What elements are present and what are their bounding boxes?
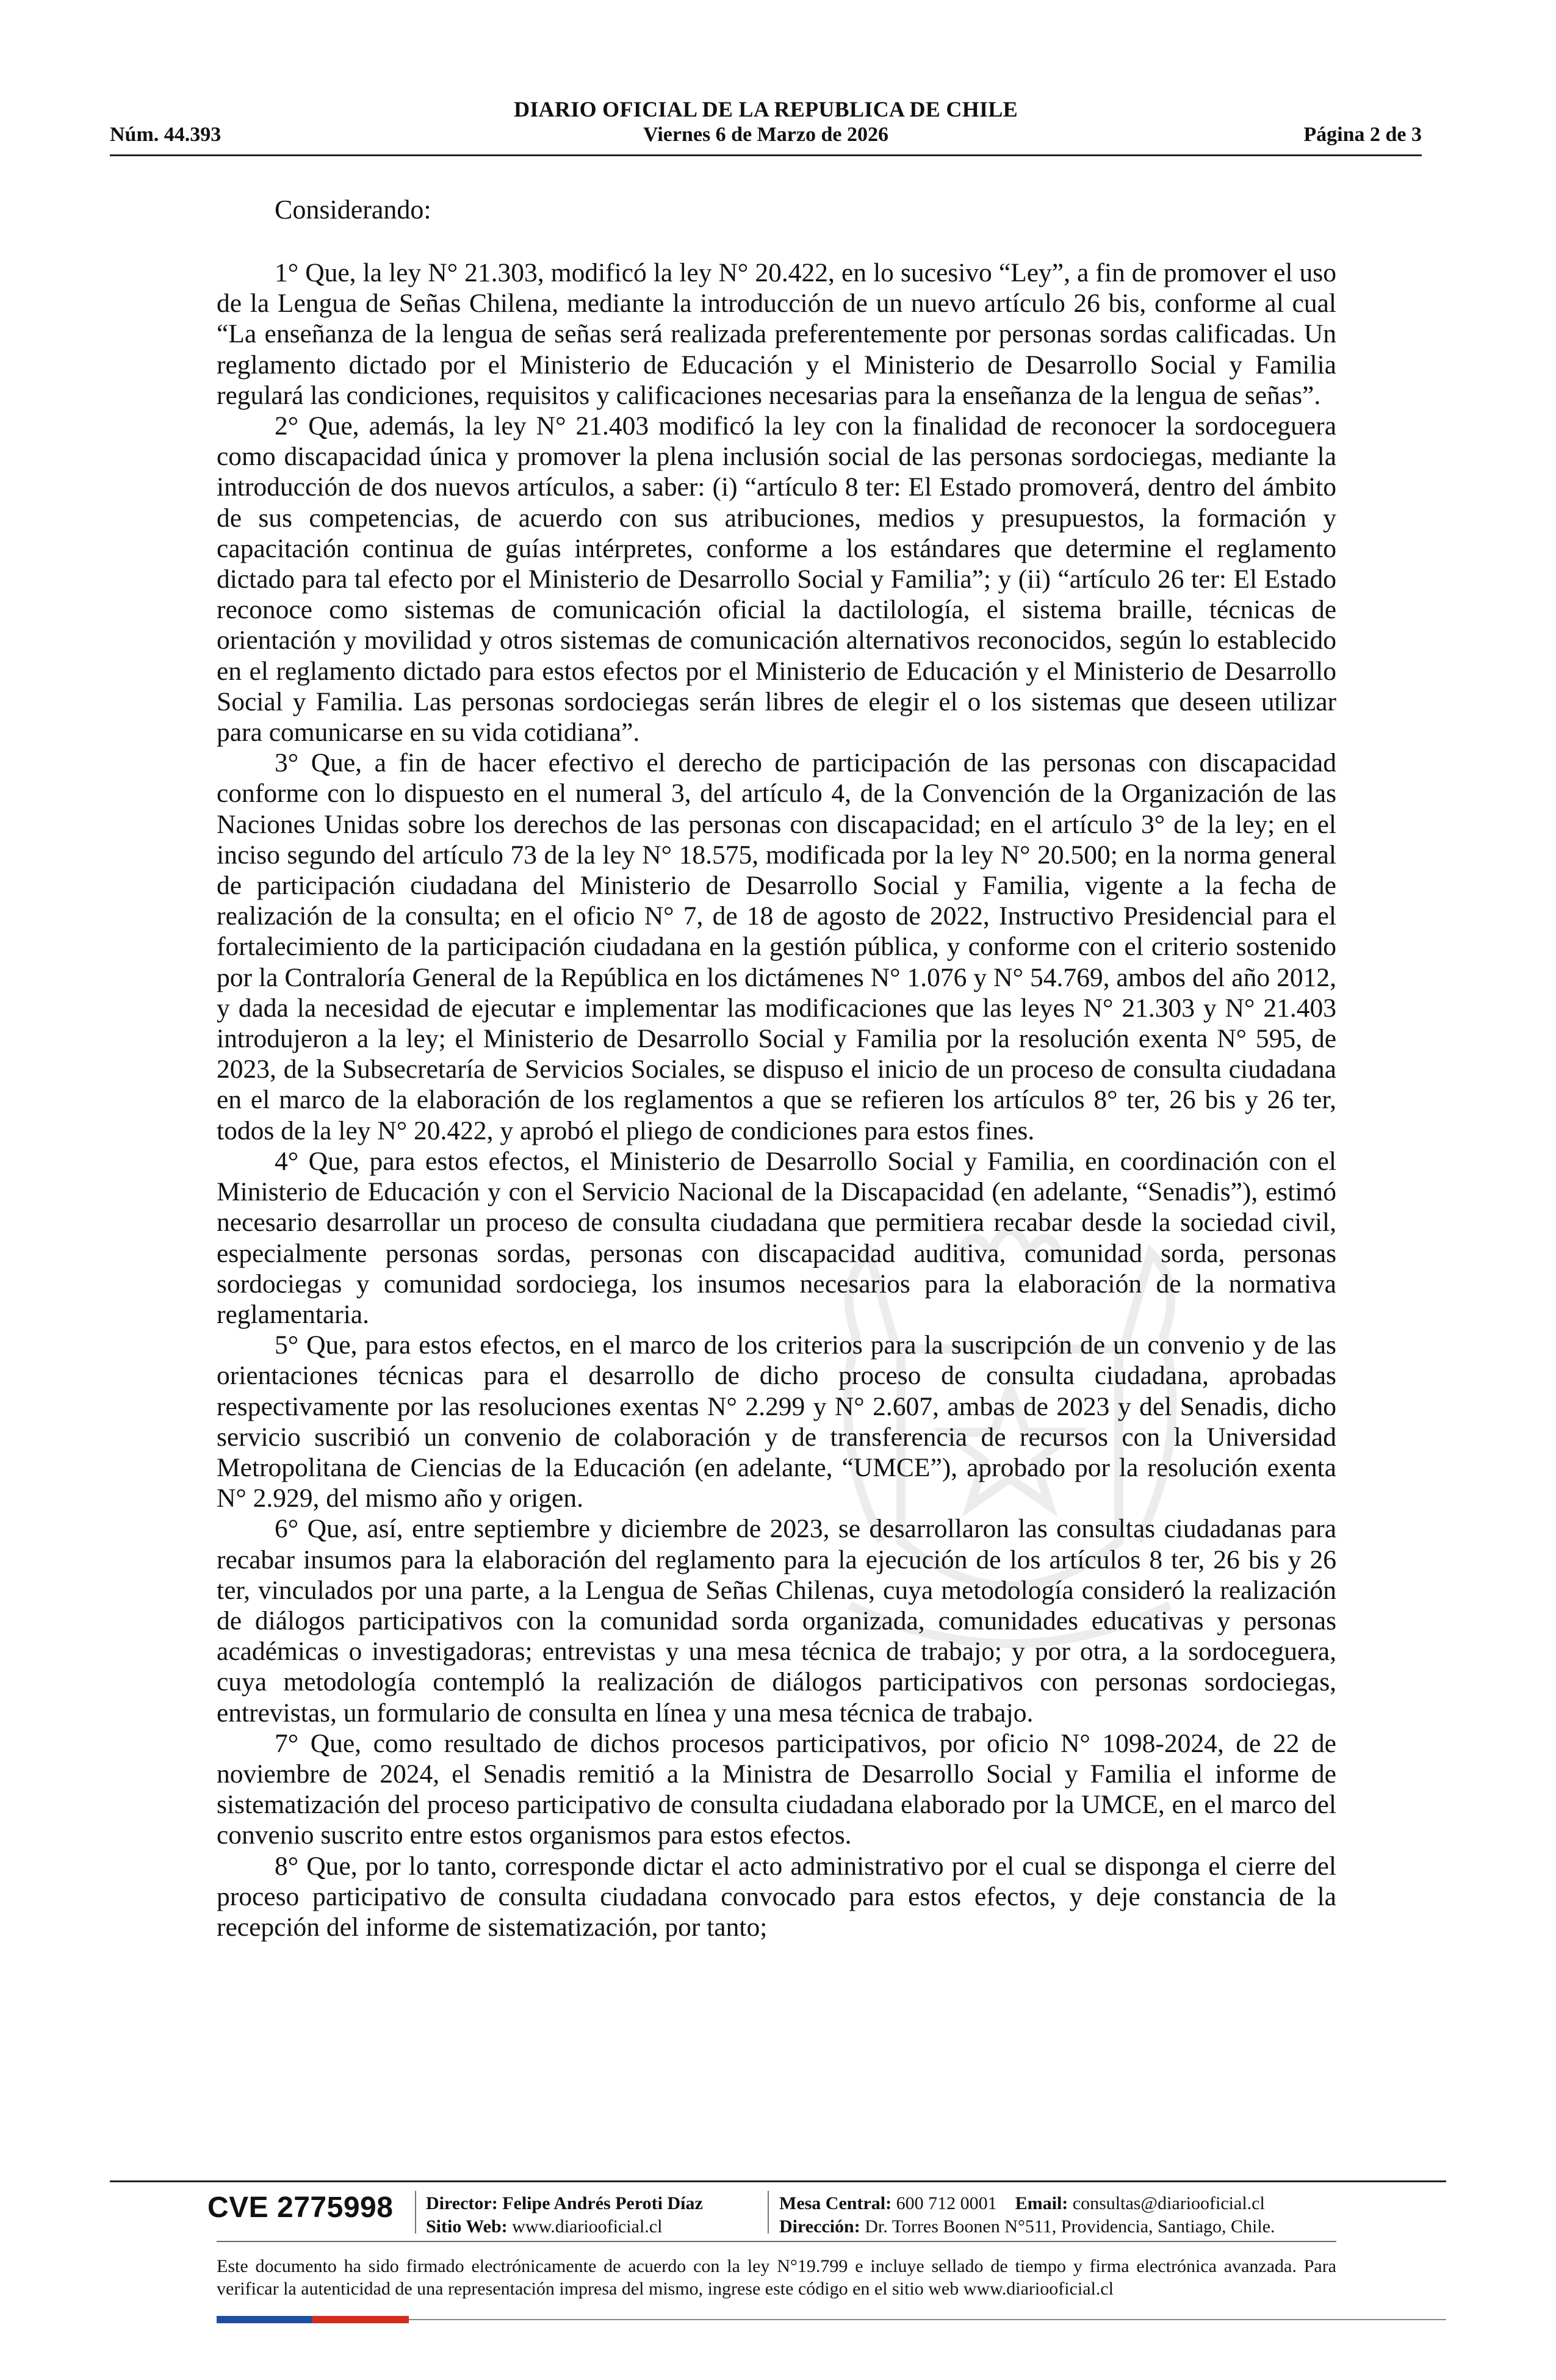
paragraph-3: 3° Que, a fin de hacer efectivo el derecho de participación de las personas con discapacidad conforme con lo dispuesto en el numeral 3, del artículo 4, de la Convención de la Organización de las Naciones Unidas sobre los derechos de las personas con discapacidad; en el artículo 3° de la ley; en el inciso segundo del artículo 73 de la ley N° 18.575, modificada por la ley N° 20.500; en la norma general de participación ciudadana del Ministerio de Desarrollo Social y Familia, vigente a la fecha de realización de la consulta; en el oficio N° 7, de 18 de agosto de 2022, Instructivo Presidencial para el fortalecimiento de la participación ciudadana en la gestión pública, y conforme con el criterio sostenido por la Contraloría General de la República en los dictámenes N° 1.076 y N° 54.769, ambos del año 2012, y dada la necesidad de ejecutar e implementar las modificaciones que las leyes N° 21.303 y N° 21.403 introdujeron a la ley; el Ministerio de Desarrollo Social y Familia por la resolución exenta N° 595, de 2023, de la Subsecretaría de Servicios Sociales, se dispuso el inicio de un proceso de consulta ciudadana en el marco de la elaboración de los reglamentos a que se refieren los artículos 8° ter, 26 bis y 26 ter, todos de la ley N° 20.422, y aprobó el pliego de condiciones para estos fines.	[217, 748, 1336, 1145]
address-text: Dr. Torres Boonen N°511, Providencia, Santiago, Chile.	[865, 2216, 1275, 2237]
issue-number: Núm. 44.393	[110, 123, 222, 146]
email-link[interactable]: consultas@diariooficial.cl	[1072, 2193, 1265, 2213]
site-link[interactable]: www.diariooficial.cl	[512, 2216, 663, 2237]
address-label: Dirección:	[779, 2216, 860, 2237]
paragraph-2: 2° Que, además, la ley N° 21.403 modificó la ley con la finalidad de reconocer la sordoceguera como discapacidad única y promover la plena inclusión social de las personas sordociegas, mediante la introducción de dos nuevos artículos, a saber: (i) “artículo 8 ter: El Estado promoverá, dentro del ámbito de sus competencias, de acuerdo con sus atribuciones, medios y presupuestos, la formación y capacitación continua de guías intérpretes, conforme a los estándares que determine el reglamento dictado para tal efecto por el Ministerio de Desarrollo Social y Familia”; y (ii) “artículo 26 ter: El Estado reconoce como sistemas de comunicación oficial la dactilología, el sistema braille, técnicas de orientación y movilidad y otros sistemas de comunicación alternativos reconocidos, según lo establecido en el reglamento dictado para estos efectos por el Ministerio de Educación y el Ministerio de Desarrollo Social y Familia. Las personas sordociegas serán libres de elegir el o los sistemas que deseen utilizar para comunicarse en su vida cotidiana”.	[217, 411, 1336, 748]
director-label: Director:	[426, 2193, 498, 2213]
footer-separator	[768, 2191, 769, 2234]
paragraph-1: 1° Que, la ley N° 21.303, modificó la ley N° 20.422, en lo sucesivo “Ley”, a fin de promover el uso de la Lengua de Señas Chilena, mediante la introducción de un nuevo artículo 26 bis, conforme al cual “La enseñanza de la lengua de señas será realizada preferentemente por personas sordas calificadas. Un reglamento dictado por el Ministerio de Educación y el Ministerio de Desarrollo Social y Familia regulará las condiciones, requisitos y calificaciones necesarias para la enseñanza de la lengua de señas”.	[217, 258, 1336, 410]
issue-date: Viernes 6 de Marzo de 2026	[643, 123, 888, 146]
paragraph-4: 4° Que, para estos efectos, el Ministerio de Desarrollo Social y Familia, en coordinación con el Ministerio de Educación y con el Servicio Nacional de la Discapacidad (en adelante, “Senadis”), estimó necesario desarrollar un proceso de consulta ciudadana que permitiera recabar desde la sociedad civil, especialmente personas sordas, personas con discapacidad auditiva, comunidad sorda, personas sordociegas y comunidad sordociega, los insumos necesarios para la elaboración de la normativa reglamentaria.	[217, 1146, 1336, 1329]
newspaper-title: DIARIO OFICIAL DE LA REPUBLICA DE CHILE	[514, 97, 1018, 121]
mesa-label: Mesa Central:	[779, 2193, 892, 2213]
paragraph-5: 5° Que, para estos efectos, en el marco de los criterios para la suscripción de un convenio y de las orientaciones técnicas para el desarrollo de dicho proceso de consulta ciudadana, aprobadas respectivamente por las resoluciones exentas N° 2.299 y N° 2.607, ambas de 2023 y del Senadis, dicho servicio suscribió un convenio de colaboración y de transferencia de recursos con la Universidad Metropolitana de Ciencias de la Educación (en adelante, “UMCE”), aprobado por la resolución exenta N° 2.929, del mismo año y origen.	[217, 1330, 1336, 1513]
footer-inner-divider	[217, 2241, 1336, 2242]
footer-divider	[110, 2180, 1446, 2182]
paragraph-6: 6° Que, así, entre septiembre y diciembre de 2023, se desarrollaron las consultas ciudadanas para recabar insumos para la elaboración del reglamento para la ejecución de los artículos 8 ter, 26 bis y 26 ter, vinculados por una parte, a la Lengua de Señas Chilenas, cuya metodología consideró la realización de diálogos participativos con la comunidad sorda organizada, comunidades educativas y personas académicas o investigadoras; entrevistas y una mesa técnica de trabajo; y por otra, a la sordoceguera, cuya metodología contempló la realización de diálogos participativos con personas sordociegas, entrevistas, un formulario de consulta en línea y una mesa técnica de trabajo.	[217, 1514, 1336, 1728]
flag-stripe-blue	[217, 2316, 312, 2323]
footer-director-block	[426, 2192, 703, 2238]
document-body	[217, 195, 1336, 1942]
page-number: Página 2 de 3	[1303, 123, 1422, 146]
paragraph-8: 8° Que, por lo tanto, corresponde dictar el acto administrativo por el cual se disponga el cierre del proceso participativo de consulta ciudadana convocado para estos efectos, y deje constancia de la recepción del informe de sistematización, por tanto;	[217, 1851, 1336, 1942]
email-label: Email:	[1015, 2193, 1068, 2213]
mesa-phone: 600 712 0001	[896, 2193, 997, 2213]
cve-code: CVE 2775998	[207, 2191, 394, 2224]
flag-stripe-red	[312, 2316, 409, 2323]
header-divider	[110, 154, 1422, 156]
footer-separator	[415, 2191, 416, 2234]
site-label: Sitio Web:	[426, 2216, 508, 2237]
considerando-heading: Considerando:	[275, 195, 431, 225]
director-name: Felipe Andrés Peroti Díaz	[502, 2193, 703, 2213]
footer-contact-block	[779, 2192, 1275, 2238]
legal-notice: Este documento ha sido firmado electrónicamente de acuerdo con la ley N°19.799 e incluye sellado de tiempo y firma electrónica avanzada. Para verificar la autenticidad de una representación impresa del mismo, ingrese este código en el sitio web www.diariooficial.cl	[217, 2256, 1336, 2299]
page-header	[110, 92, 1422, 159]
bottom-divider	[409, 2319, 1446, 2320]
paragraph-7: 7° Que, como resultado de dichos procesos participativos, por oficio N° 1098-2024, de 22 de noviembre de 2024, el Senadis remitió a la Ministra de Desarrollo Social y Familia el informe de sistematización del proceso participativo de consulta ciudadana elaborado por la UMCE, en el marco del convenio suscrito entre estos organismos para estos efectos.	[217, 1728, 1336, 1850]
